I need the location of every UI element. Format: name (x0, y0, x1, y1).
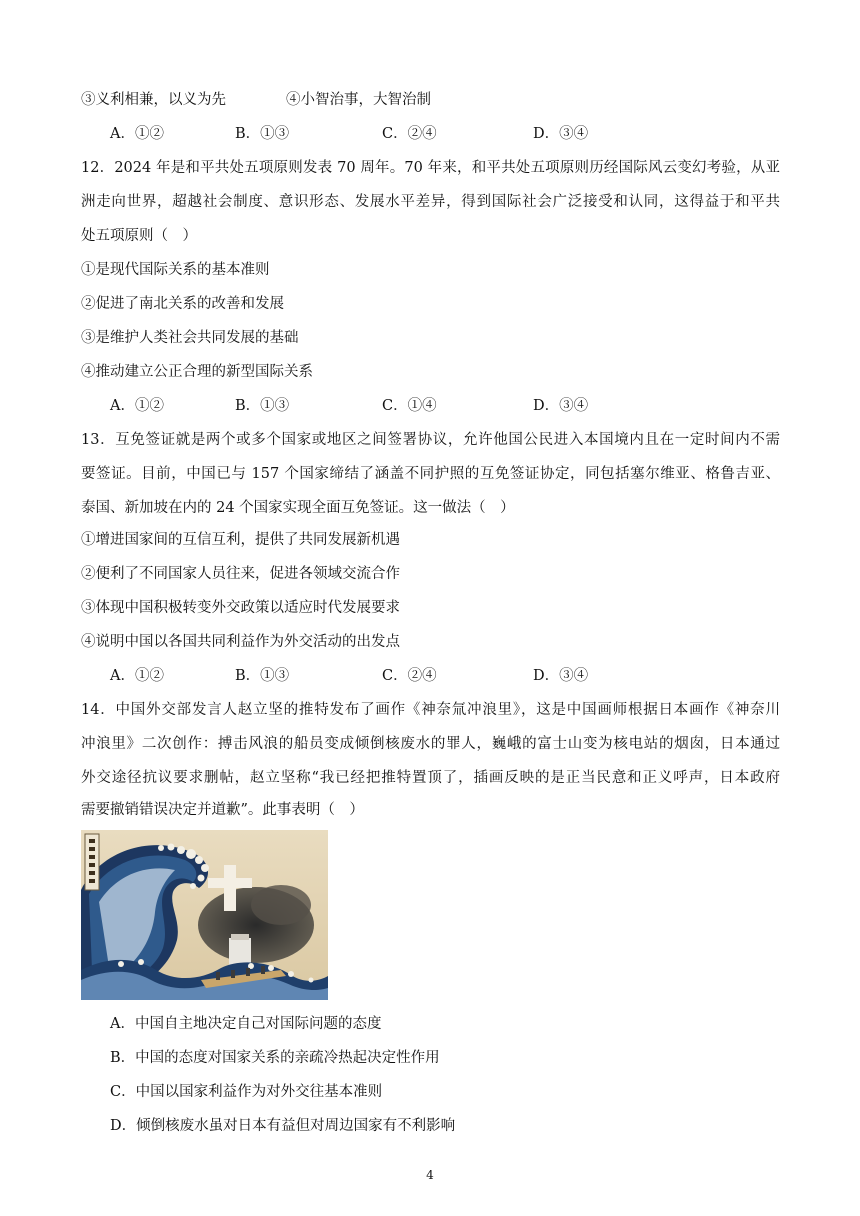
q14-choice-b[interactable]: B．中国的态度对国家关系的亲疏冷热起决定性作用 (110, 1050, 440, 1066)
q13-stem-line-3: 泰国、新加坡在内的 24 个国家实现全面互免签证。这一做法（ ） (81, 500, 515, 516)
q12-stem-line-1: 12．2024 年是和平共处五项原则发表 70 周年。70 年来，和平共处五项原则历经国际风云变幻考验，从亚 (81, 160, 780, 176)
q14-choice-c[interactable]: C．中国以国家利益作为对外交往基本准则 (110, 1084, 383, 1100)
q12-stem-line-2: 洲走向世界，超越社会制度、意识形态、发展水平差异，得到国际社会广泛接受和认同，这得益于和平共 (81, 194, 780, 210)
q11-option-a[interactable]: A．①② (110, 126, 164, 142)
q12-statement-3: ③是维护人类社会共同发展的基础 (81, 330, 299, 346)
q12-statement-4: ④推动建立公正合理的新型国际关系 (81, 364, 313, 380)
q13-option-a[interactable]: A．①② (110, 668, 164, 684)
q14-stem-line-1: 14．中国外交部发言人赵立坚的推特发布了画作《神奈氚冲浪里》，这是中国画师根据日本画作《神奈川 (81, 702, 780, 718)
q14-stem-line-2: 冲浪里》二次创作：搏击风浪的船员变成倾倒核废水的罪人，巍峨的富士山变为核电站的烟囱，日本通过 (81, 736, 780, 752)
q13-option-d[interactable]: D．③④ (533, 668, 589, 684)
q13-statement-3: ③体现中国积极转变外交政策以适应时代发展要求 (81, 600, 400, 616)
q11-statement-4: ④小智治事，大智治制 (286, 92, 431, 108)
q12-stem-line-3: 处五项原则（ ） (81, 228, 197, 244)
q14-choice-a[interactable]: A．中国自主地决定自己对国际问题的态度 (110, 1016, 382, 1032)
q11-statement-3: ③义利相兼，以义为先 (81, 92, 226, 108)
q14-stem-line-3: 外交途径抗议要求删帖，赵立坚称“我已经把推特置顶了，插画反映的是正当民意和正义呼声，日本政府 (81, 770, 780, 786)
page-number: 4 (426, 1168, 434, 1182)
q13-option-c[interactable]: C．②④ (382, 668, 437, 684)
q13-statement-4: ④说明中国以各国共同利益作为外交活动的出发点 (81, 634, 400, 650)
q12-option-a[interactable]: A．①② (110, 398, 164, 414)
q11-statements-row (81, 90, 431, 110)
q12-option-b[interactable]: B．①③ (235, 398, 290, 414)
q11-option-c[interactable]: C．②④ (382, 126, 437, 142)
great-wave-parody-illustration (81, 830, 328, 1000)
q14-choice-d[interactable]: D．倾倒核废水虽对日本有益但对周边国家有不利影响 (110, 1118, 456, 1134)
q13-stem-line-2: 要签证。目前，中国已与 157 个国家缔结了涵盖不同护照的互免签证协定，同包括塞尔维亚、格鲁吉亚、 (81, 466, 780, 482)
q12-statement-1: ①是现代国际关系的基本准则 (81, 262, 270, 278)
q12-option-c[interactable]: C．①④ (382, 398, 437, 414)
q11-option-b[interactable]: B．①③ (235, 126, 290, 142)
q12-statement-2: ②促进了南北关系的改善和发展 (81, 296, 284, 312)
q13-statement-1: ①增进国家间的互信互利，提供了共同发展新机遇 (81, 532, 400, 548)
q11-option-d[interactable]: D．③④ (533, 126, 589, 142)
q13-option-b[interactable]: B．①③ (235, 668, 290, 684)
q13-statement-2: ②便利了不同国家人员往来，促进各领域交流合作 (81, 566, 400, 582)
q13-stem-line-1: 13．互免签证就是两个或多个国家或地区之间签署协议，允许他国公民进入本国境内且在一定时间内不需 (81, 432, 780, 448)
q14-stem-line-4: 需要撤销错误决定并道歉”。此事表明（ ） (81, 802, 364, 818)
q12-option-d[interactable]: D．③④ (533, 398, 589, 414)
